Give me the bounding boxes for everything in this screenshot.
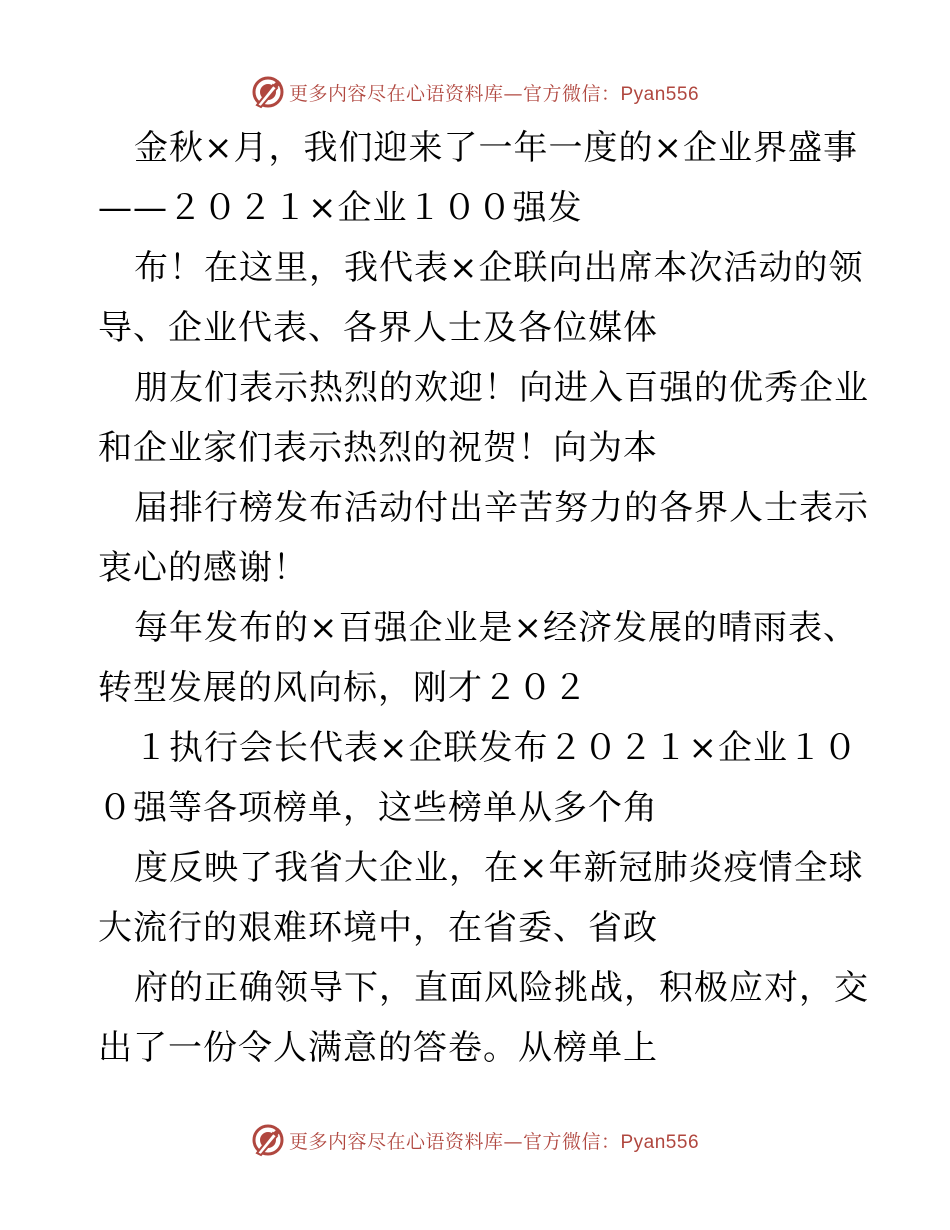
header-wechat-id: Pyan556: [620, 83, 700, 105]
body-line-10: 转型发展的风向标，刚才２０２: [98, 668, 588, 708]
document-body: [98, 118, 869, 1078]
body-line-5: 朋友们表示热烈的欢迎！向进入百强的优秀企业: [134, 368, 869, 408]
footer-wechat-id: Pyan556: [620, 1131, 700, 1153]
body-line-8: 衷心的感谢！: [98, 548, 308, 588]
body-line-11: １执行会长代表×企联发布２０２１×企业１０: [134, 728, 858, 768]
body-line-7: 届排行榜发布活动付出辛苦努力的各界人士表示: [134, 488, 869, 528]
footer-banner: [0, 1118, 950, 1162]
header-banner: [0, 70, 950, 114]
body-line-2: ——２０２１×企业１００强发: [98, 188, 583, 228]
body-line-15: 府的正确领导下，直面风险挑战，积极应对，交: [134, 968, 869, 1008]
pen-seal-icon: [251, 1123, 285, 1157]
pen-seal-icon: [251, 75, 285, 109]
footer-text: 更多内容尽在心语资料库—官方微信：Pyan556: [288, 1130, 700, 1153]
body-line-6: 和企业家们表示热烈的祝贺！向为本: [98, 428, 658, 468]
body-line-9: 每年发布的×百强企业是×经济发展的晴雨表、: [134, 608, 858, 648]
body-line-14: 大流行的艰难环境中，在省委、省政: [98, 908, 658, 948]
body-line-1: 金秋×月，我们迎来了一年一度的×企业界盛事: [134, 128, 858, 168]
body-line-4: 导、企业代表、各界人士及各位媒体: [98, 308, 658, 348]
header-text: 更多内容尽在心语资料库—官方微信：Pyan556: [288, 82, 700, 105]
body-line-3: 布！在这里，我代表×企联向出席本次活动的领: [134, 248, 864, 288]
body-line-12: ０强等各项榜单，这些榜单从多个角: [98, 788, 658, 828]
body-line-16: 出了一份令人满意的答卷。从榜单上: [98, 1028, 658, 1068]
body-line-13: 度反映了我省大企业，在×年新冠肺炎疫情全球: [134, 848, 864, 888]
